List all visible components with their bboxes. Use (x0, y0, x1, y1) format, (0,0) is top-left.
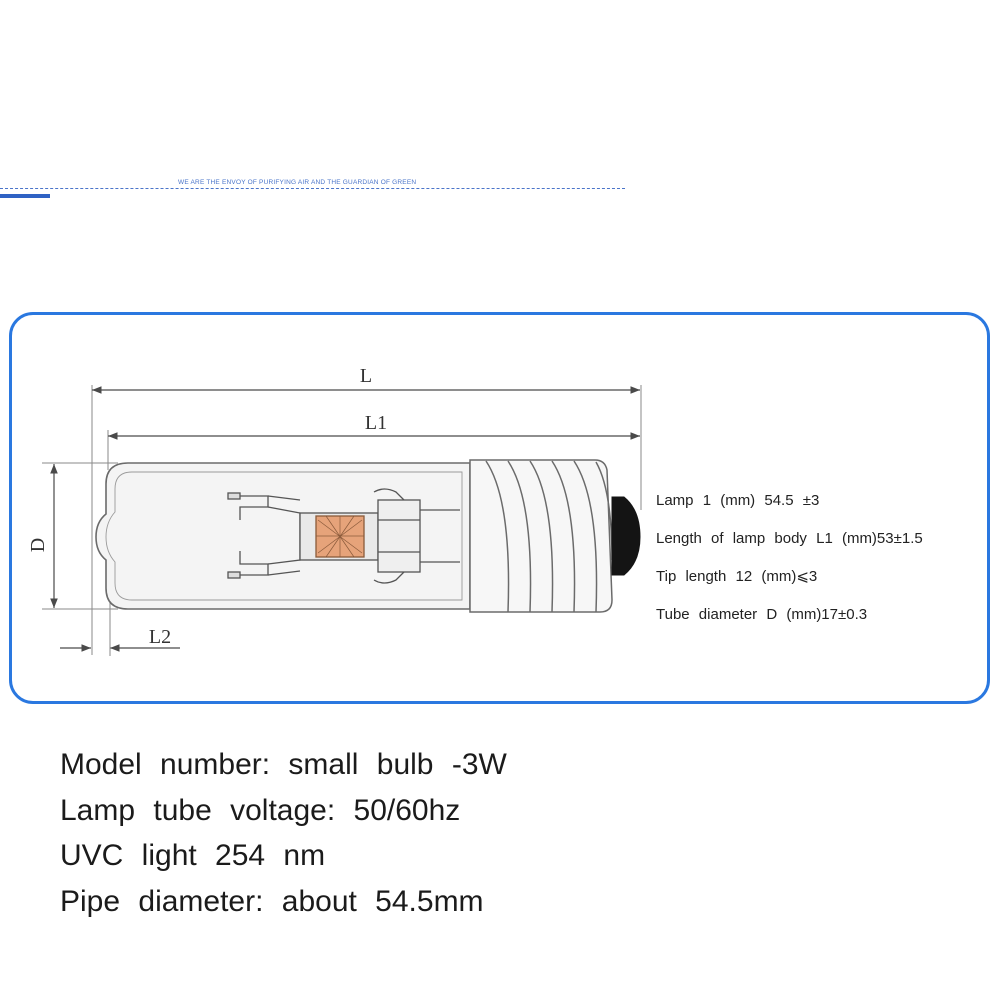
spec-tip-length: Tip length 12 (mm)⩽3 (656, 568, 818, 585)
info-voltage: Lamp tube voltage: 50/60hz (60, 793, 461, 827)
spec-lamp-body-length: Length of lamp body L1 (mm)53±1.5 (656, 530, 923, 547)
spec-lamp-length: Lamp 1 (mm) 54.5 ±3 (656, 492, 820, 509)
dim-label-L1: L1 (364, 412, 388, 434)
dim-label-D: D (27, 537, 49, 553)
spec-list (656, 490, 923, 642)
product-info-list (60, 744, 507, 926)
info-model-number: Model number: small bulb -3W (60, 748, 507, 781)
spec-tube-diameter: Tube diameter D (mm)17±0.3 (656, 606, 868, 623)
dim-label-L2: L2 (148, 626, 172, 648)
info-pipe-diameter: Pipe diameter: about 54.5mm (60, 884, 484, 918)
screw-base (470, 460, 612, 612)
header-slogan: WE ARE THE ENVOY OF PURIFYING AIR AND THE GUARDIAN OF GREEN (178, 179, 417, 186)
info-uvc-light: UVC light 254 nm (60, 839, 326, 872)
dim-label-L: L (359, 365, 373, 387)
tip-contact (612, 497, 640, 575)
